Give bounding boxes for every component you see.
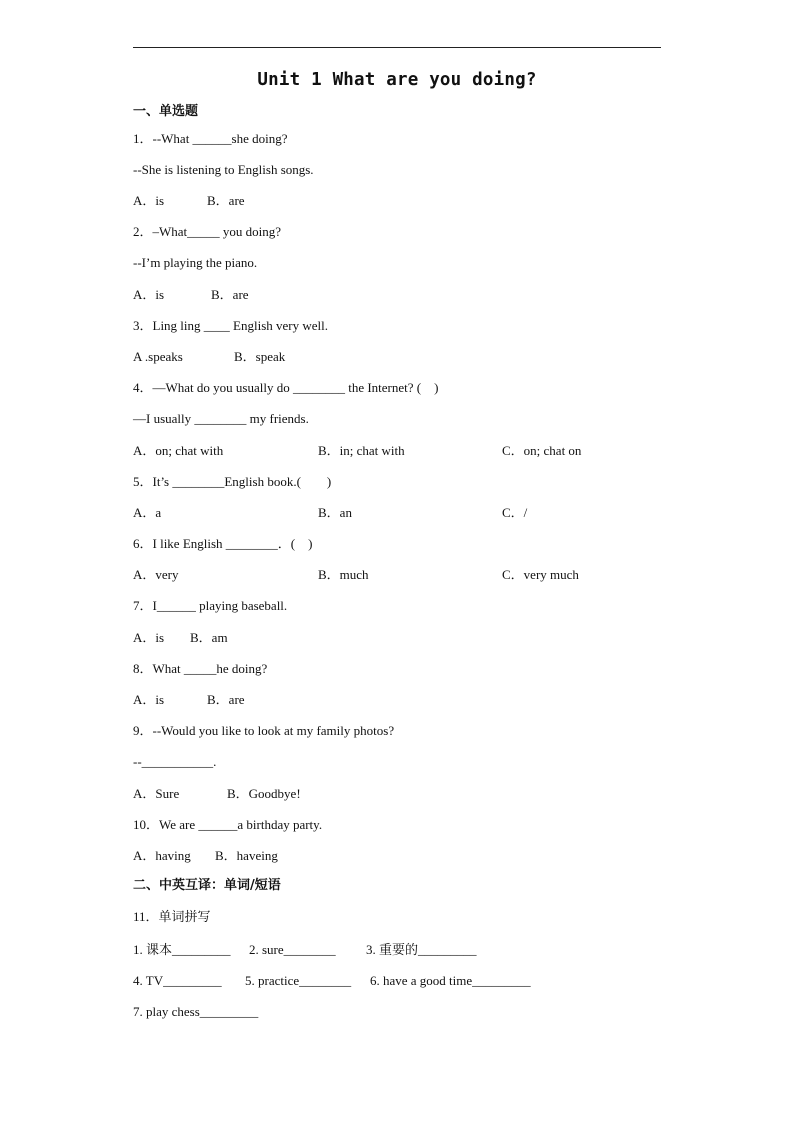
question-3-stem: 3．Ling ling ____ English very well. [133,318,328,333]
question-4-option-c: C．on; chat on [502,443,582,458]
question-2-option-b: B．are [211,287,249,302]
question-5-stem: 5．It’s ________English book.( ) [133,474,332,489]
question-3-option-b: B．speak [234,349,286,364]
question-1-reply: --She is listening to English songs. [133,162,314,177]
question-6-option-b: B．much [318,567,369,582]
spelling-item-2: 2. sure________ [249,942,336,957]
spelling-item-3: 3. 重要的_________ [366,942,477,957]
question-8-option-a: A．is [133,692,165,707]
question-7-option-a: A．is [133,630,165,645]
question-2-stem: 2．–What_____ you doing? [133,224,282,239]
question-1-option-b: B．are [207,193,245,208]
question-1-option-a: A．is [133,193,165,208]
spelling-item-4: 4. TV_________ [133,973,222,988]
question-10-stem: 10．We are ______a birthday party. [133,817,323,832]
question-1-stem: 1．--What ______she doing? [133,131,288,146]
question-5-option-c: C．/ [502,505,528,520]
header-rule [133,47,661,48]
question-10-option-a: A．having [133,848,191,863]
question-8-stem: 8．What _____he doing? [133,661,268,676]
section-heading-single-choice: 一、单选题 [133,104,199,119]
question-7-option-b: B．am [190,630,228,645]
spelling-item-1: 1. 课本_________ [133,942,231,957]
question-4-option-b: B．in; chat with [318,443,405,458]
question-9-option-a: A．Sure [133,786,180,801]
question-10-option-b: B．haveing [215,848,278,863]
question-7-stem: 7．I______ playing baseball. [133,598,288,613]
spelling-item-6: 6. have a good time_________ [370,973,531,988]
question-5-option-a: A．a [133,505,162,520]
question-4-reply: —I usually ________ my friends. [133,411,309,426]
question-9-stem: 9．--Would you like to look at my family photos? [133,723,395,738]
question-6-option-a: A．very [133,567,179,582]
question-4-stem: 4．—What do you usually do ________ the Internet? ( ) [133,380,439,395]
question-5-option-b: B．an [318,505,352,520]
question-9-option-b: B．Goodbye! [227,786,301,801]
question-6-option-c: C．very much [502,567,579,582]
question-4-option-a: A．on; chat with [133,443,224,458]
question-8-option-b: B．are [207,692,245,707]
spelling-item-5: 5. practice________ [245,973,352,988]
question-2-reply: --I’m playing the piano. [133,255,258,270]
page-title: Unit 1 What are you doing? [257,70,537,90]
question-6-stem: 6．I like English ________．( ) [133,536,313,551]
question-3-option-a: A .speaks [133,349,183,364]
section-heading-translation: 二、中英互译：单词/短语 [133,878,281,893]
question-9-reply: --___________. [133,754,217,769]
question-2-option-a: A．is [133,287,165,302]
question-11-stem: 11．单词拼写 [133,909,211,924]
spelling-item-7: 7. play chess_________ [133,1004,259,1019]
